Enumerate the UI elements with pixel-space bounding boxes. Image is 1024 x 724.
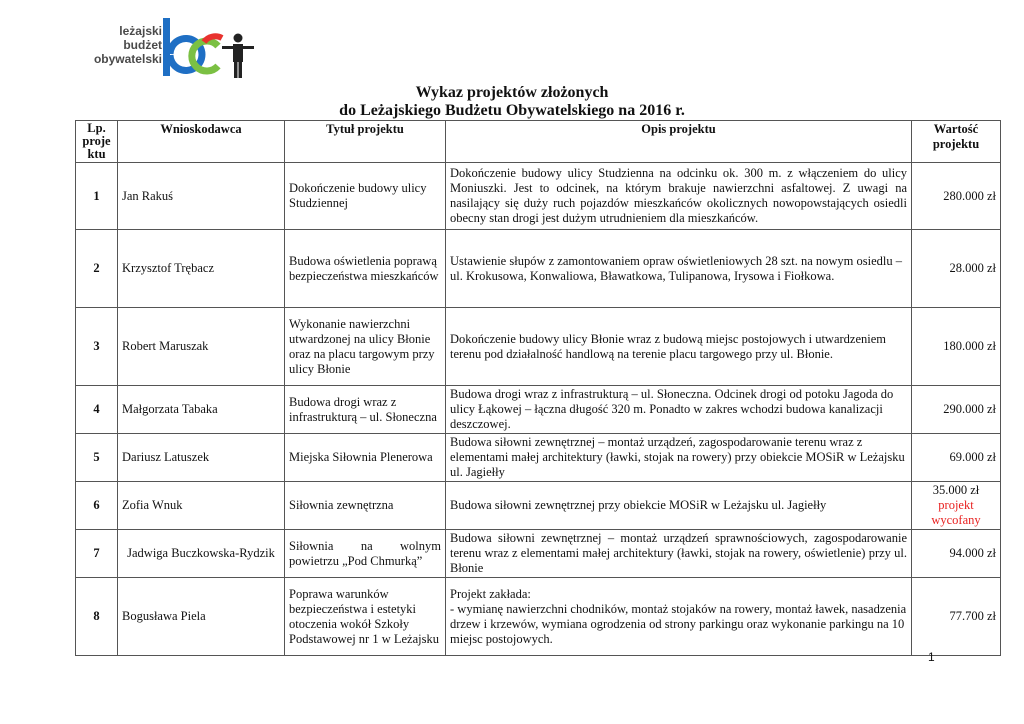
row-nr: 6: [76, 482, 118, 530]
logo-line-2: budżet: [123, 38, 162, 52]
row-applicant: Jan Rakuś: [118, 163, 285, 230]
row-applicant: Robert Maruszak: [118, 308, 285, 386]
row-applicant: Dariusz Latuszek: [118, 434, 285, 482]
row-applicant: Małgorzata Tabaka: [118, 386, 285, 434]
header-value: Wartość projektu: [912, 121, 1001, 163]
row-title: Dokończenie budowy ulicy Studziennej: [285, 163, 446, 230]
row-title: Siłownia zewnętrzna: [285, 482, 446, 530]
row-value: 180.000 zł: [912, 308, 1001, 386]
row-value: 35.000 zł: [932, 483, 980, 497]
row-nr: 8: [76, 578, 118, 656]
row-title: Budowa drogi wraz z infrastrukturą – ul. Słoneczna: [285, 386, 446, 434]
logo-line-3: obywatelski: [93, 52, 162, 66]
header-applicant: Wnioskodawca: [118, 121, 285, 163]
row-description: Budowa siłowni zewnętrznej przy obiekcie MOSiR w Leżajsku ul. Jagiełły: [446, 482, 912, 530]
table-row: [76, 434, 1001, 482]
projects-table: [75, 120, 1001, 656]
table-row: [76, 163, 1001, 230]
title-line-2: do Leżajskiego Budżetu Obywatelskiego na 2016 r.: [339, 102, 685, 119]
row-value: 28.000 zł: [912, 230, 1001, 308]
row-applicant: Zofia Wnuk: [118, 482, 285, 530]
row-nr: 2: [76, 230, 118, 308]
table-row: [76, 530, 1001, 578]
row-nr: 3: [76, 308, 118, 386]
withdrawn-status: projekt wycofany: [931, 498, 981, 527]
table-row: [76, 578, 1001, 656]
table-header-row: [76, 121, 1001, 163]
row-applicant: Bogusława Piela: [118, 578, 285, 656]
row-description: Budowa siłowni zewnętrznej – montaż urządzeń, zagospodarowanie terenu wraz z elementami małej architektury (ławki, stojak na rowery) przy obiekcie MOSiR w Leżajsku ul. Jagiełły: [446, 434, 912, 482]
row-applicant: Jadwiga Buczkowska-Rydzik: [118, 530, 285, 578]
page-number: 1: [928, 650, 935, 664]
row-nr: 1: [76, 163, 118, 230]
lbo-logo: [88, 16, 258, 82]
header-description: Opis projektu: [446, 121, 912, 163]
description-line: - wymianę nawierzchni chodników, montaż stojaków na rowery, montaż ławek, nasadzenia drzew i krzewów, wymiana ogrodzenia od strony parkingu oraz wykonanie parkingu na 10 miejsc postojowych.: [450, 601, 907, 646]
row-description: Dokończenie budowy ulicy Błonie wraz z budową miejsc postojowych i utwardzeniem terenu pod działalność handlową na terenie placu targowego przy ul. Błonie.: [446, 308, 912, 386]
row-value: 94.000 zł: [912, 530, 1001, 578]
row-description: Ustawienie słupów z zamontowaniem opraw oświetleniowych 28 szt. na nowym osiedlu – ul. Krokusowa, Konwaliowa, Bławatkowa, Tulipanowa, Irysowa i Fiołkowa.: [446, 230, 912, 308]
table-row: [76, 308, 1001, 386]
row-value: 280.000 zł: [912, 163, 1001, 230]
row-applicant: Krzysztof Trębacz: [118, 230, 285, 308]
row-description: [446, 578, 912, 656]
header-nr: Lp. proje ktu: [76, 121, 118, 163]
row-title: Siłownia na wolnym powietrzu „Pod Chmurką”: [285, 530, 446, 578]
row-title: Poprawa warunków bezpieczeństwa i estetyki otoczenia wokół Szkoły Podstawowej nr 1 w Leżajsku: [285, 578, 446, 656]
row-title: Miejska Siłownia Plenerowa: [285, 434, 446, 482]
table-row: [76, 230, 1001, 308]
row-nr: 7: [76, 530, 118, 578]
row-value: 77.700 zł: [912, 578, 1001, 656]
row-title: Budowa oświetlenia poprawą bezpieczeństwa mieszkańców: [285, 230, 446, 308]
header-title: Tytuł projektu: [285, 121, 446, 163]
row-value: 69.000 zł: [912, 434, 1001, 482]
document-title: [0, 84, 1024, 120]
row-description: Budowa drogi wraz z infrastrukturą – ul. Słoneczna. Odcinek drogi od potoku Jagoda do ulicy Łąkowej – łączna długość 320 m. Ponadto w zakres wchodzi budowa kanalizacji deszczowej.: [446, 386, 912, 434]
description-line: Projekt zakłada:: [450, 586, 531, 601]
title-line-1: Wykaz projektów złożonych: [415, 84, 609, 101]
row-nr: 5: [76, 434, 118, 482]
table-row: [76, 482, 1001, 530]
row-nr: 4: [76, 386, 118, 434]
logo-text: [88, 24, 162, 66]
row-value-cell: [912, 482, 1001, 530]
row-title: Wykonanie nawierzchni utwardzonej na ulicy Błonie oraz na placu targowym przy ulicy Błonie: [285, 308, 446, 386]
logo-mark-icon: [160, 16, 256, 82]
row-description: Dokończenie budowy ulicy Studzienna na odcinku ok. 300 m. z włączeniem do ulicy Moniuszki. Jest to odcinek, na którym brakuje nawierzchni asfaltowej. Z uwagi na nasilający się duży ruch pojazdów mieszkańców okolicznych nowopowstających osiedli obecny stan drogi jest dużym utrudnieniem dla mieszkańców.: [446, 163, 912, 230]
row-description: Budowa siłowni zewnętrznej – montaż urządzeń sprawnościowych, zagospodarowanie terenu wraz z elementami małej architektury (ławki, stojak na rowery, oświetlenie) przy ul. Błonie: [446, 530, 912, 578]
table-row: [76, 386, 1001, 434]
row-value: 290.000 zł: [912, 386, 1001, 434]
logo-line-1: leżajski: [119, 24, 162, 38]
